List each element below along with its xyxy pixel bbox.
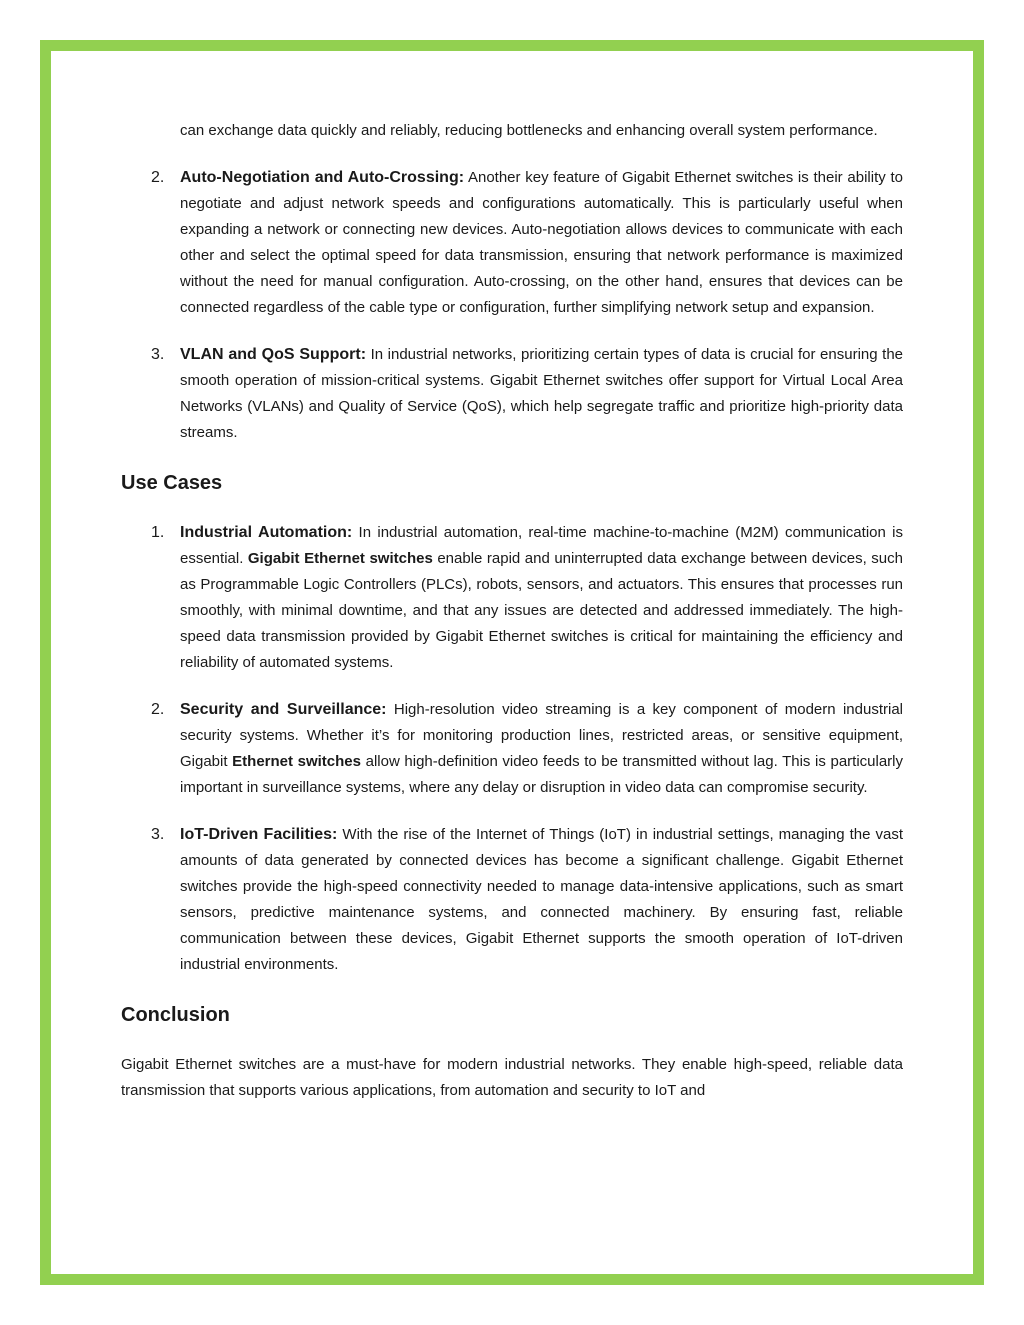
use-case-security-surveillance	[121, 697, 903, 801]
use-case-lead: IoT-Driven Facilities:	[180, 826, 338, 843]
use-case-lead: Industrial Automation:	[180, 524, 353, 541]
use-case-industrial-automation	[121, 520, 903, 676]
list-number: 2.	[151, 701, 165, 718]
use-case-bold-term: Ethernet switches	[232, 753, 361, 770]
feature-lead: VLAN and QoS Support:	[180, 346, 367, 363]
use-case-text-after: enable rapid and uninterrupted data exchange between devices, such as Programmable Logic Controllers (PLCs), robots, sensors, and actuators. This ensures that processes run smoothly, with minimal downtime, and that any issues are detected and addressed immediately. The high-speed data transmission provided by Gigabit Ethernet switches is critical for maintaining the efficiency and reliability of automated systems.	[180, 550, 903, 671]
use-case-text-before: High-resolution video streaming is a key component of modern industrial security systems. Whether it’s for monitoring production lines, restricted areas, or sensitive equipment, Gigabit	[180, 701, 903, 770]
list-number: 1.	[151, 524, 165, 541]
conclusion-paragraph: Gigabit Ethernet switches are a must-have for modern industrial networks. They enable high-speed, reliable data transmission that supports various applications, from automation and security to IoT and	[121, 1056, 903, 1099]
document-body	[121, 118, 903, 1104]
use-case-text-before: In industrial automation, real-time machine-to-machine (M2M) communication is essential.	[180, 524, 903, 567]
feature-lead: Auto-Negotiation and Auto-Crossing:	[180, 169, 465, 186]
list-number: 2.	[151, 169, 165, 186]
list-number: 3.	[151, 826, 165, 843]
use-cases-heading: Use Cases	[121, 472, 223, 494]
use-case-bold-term: Gigabit Ethernet switches	[247, 550, 433, 567]
list-number: 3.	[151, 346, 165, 363]
feature-text: In industrial networks, prioritizing certain types of data is crucial for ensuring the smooth operation of mission-critical systems. Gigabit Ethernet switches offer support for Virtual Local Area Networks (VLANs) and Quality of Service (QoS), which help segregate traffic and prioritize high-priority data streams.	[180, 346, 904, 441]
feature-text: Another key feature of Gigabit Ethernet switches is their ability to negotiate and adjust network speeds and configurations automatically. This is particularly useful when expanding a network or connecting new devices. Auto-negotiation allows devices to communicate with each other and select the optimal speed for data transmission, ensuring that network performance is maximized without the need for manual configuration. Auto-crossing, on the other hand, ensures that devices can be connected regardless of the cable type or configuration, further simplifying network setup and expansion.	[180, 169, 903, 316]
continued-list-item	[121, 118, 903, 144]
use-case-lead: Security and Surveillance:	[180, 701, 387, 718]
conclusion-heading: Conclusion	[121, 1004, 230, 1026]
use-case-text-after: allow high-definition video feeds to be transmitted without lag. This is particularly important in surveillance systems, where any delay or disruption in video data can compromise security.	[180, 753, 904, 796]
use-case-iot-facilities	[121, 822, 903, 978]
continued-paragraph-text: can exchange data quickly and reliably, reducing bottlenecks and enhancing overall system performance.	[180, 122, 878, 139]
use-case-text-before: With the rise of the Internet of Things (IoT) in industrial settings, managing the vast amounts of data generated by connected devices has become a significant challenge. Gigabit Ethernet switches provide the high-speed connectivity needed to manage data-intensive applications, such as smart sensors, predictive maintenance systems, and connected machinery. By ensuring fast, reliable communication between these devices, Gigabit Ethernet supports the smooth operation of IoT-driven industrial environments.	[180, 826, 904, 973]
feature-item-vlan-qos	[121, 342, 903, 446]
feature-item-auto-negotiation	[121, 165, 903, 321]
